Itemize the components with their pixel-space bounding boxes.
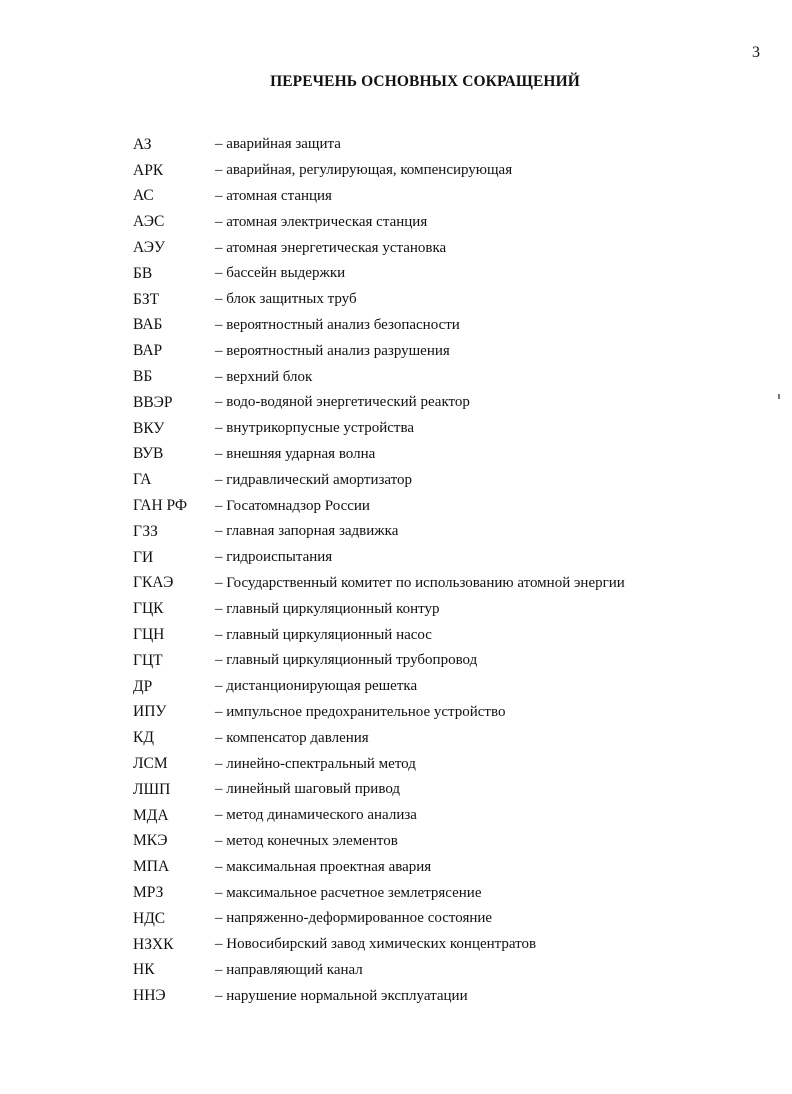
abbreviation-row [133,338,733,364]
abbreviation-term: ЛШП [133,780,171,798]
abbreviation-row [133,803,733,829]
abbreviation-definition: – Государственный комитет по использованию атомной энергии [215,574,625,591]
abbreviation-row [133,880,733,906]
abbreviation-definition: – метод конечных элементов [215,832,398,849]
abbreviation-term: ВБ [133,368,153,386]
abbreviation-row [133,158,733,184]
abbreviation-definition: – максимальное расчетное землетрясение [215,884,482,901]
abbreviation-term: ГЗЗ [133,522,158,540]
abbreviation-row [133,261,733,287]
abbreviation-row [133,442,733,468]
abbreviation-definition: – компенсатор давления [215,729,369,746]
abbreviation-term: КД [133,729,154,747]
abbreviation-definition: – водо-водяной энергетический реактор [215,394,470,411]
abbreviation-row [133,209,733,235]
abbreviation-term: ВАБ [133,316,163,334]
abbreviation-row [133,287,733,313]
abbreviation-definition: – напряженно-деформированное состояние [215,910,493,927]
abbreviation-row [133,416,733,442]
abbreviation-term: НК [133,961,155,979]
abbreviation-row [133,493,733,519]
abbreviation-definition: – гидроиспытания [215,549,333,566]
abbreviation-definition: – аварийная защита [215,136,341,153]
abbreviation-term: МКЭ [133,832,168,850]
page-number: 3 [752,44,760,61]
abbreviation-term: ВКУ [133,419,165,437]
abbreviation-definition: – главный циркуляционный трубопровод [215,652,478,669]
abbreviation-row [133,648,733,674]
abbreviation-row [133,571,733,597]
abbreviation-row [133,390,733,416]
abbreviation-definition: – вероятностный анализ безопасности [215,316,460,333]
abbreviation-row [133,235,733,261]
abbreviation-term: ГИ [133,548,154,566]
abbreviation-row [133,700,733,726]
abbreviation-term: АЗ [133,135,152,153]
abbreviation-term: ДР [133,677,153,695]
abbreviation-row [133,674,733,700]
abbreviation-row [133,725,733,751]
abbreviation-definition: – атомная станция [215,187,332,204]
abbreviation-term: НДС [133,909,166,927]
abbreviation-definition: – верхний блок [215,368,313,385]
abbreviation-row [133,983,733,1009]
abbreviation-definition: – линейно-спектральный метод [215,755,416,772]
abbreviation-definition: – импульсное предохранительное устройство [215,703,506,720]
abbreviation-term: ГА [133,471,152,489]
abbreviation-definition: – нарушение нормальной эксплуатации [215,987,468,1004]
abbreviation-definition: – вероятностный анализ разрушения [215,342,450,359]
abbreviation-row [133,906,733,932]
abbreviation-term: ГАН РФ [133,497,188,515]
abbreviation-definition: – блок защитных труб [215,291,357,308]
abbreviation-definition: – метод динамического анализа [215,807,417,824]
abbreviation-row [133,854,733,880]
abbreviation-term: ВВЭР [133,393,173,411]
page-title: ПЕРЕЧЕНЬ ОСНОВНЫХ СОКРАЩЕНИЙ [270,73,580,90]
abbreviation-term: НЗХК [133,935,174,953]
abbreviation-term: ННЭ [133,987,166,1005]
abbreviation-term: БВ [133,264,153,282]
abbreviation-row [133,777,733,803]
abbreviation-definition: – гидравлический амортизатор [215,471,413,488]
abbreviation-row [133,132,733,158]
abbreviation-definition: – Новосибирский завод химических концентратов [215,936,537,953]
abbreviation-term: БЗТ [133,290,160,308]
abbreviation-list [133,132,733,1009]
abbreviation-term: ИПУ [133,703,167,721]
abbreviation-term: МДА [133,806,169,824]
abbreviation-definition: – дистанционирующая решетка [215,678,418,695]
abbreviation-term: ВАР [133,342,163,360]
abbreviation-row [133,184,733,210]
abbreviation-term: ГЦК [133,600,164,618]
abbreviation-row [133,364,733,390]
abbreviation-definition: – бассейн выдержки [215,265,346,282]
abbreviation-term: МРЗ [133,884,164,901]
abbreviation-definition: – внутрикорпусные устройства [215,420,415,437]
abbreviation-term: ГКАЭ [133,574,174,592]
abbreviation-definition: – внешняя ударная волна [215,445,376,462]
abbreviation-term: МПА [133,858,170,876]
abbreviation-term: АС [133,187,154,205]
abbreviation-row [133,622,733,648]
abbreviation-term: ЛСМ [133,755,168,773]
abbreviation-definition: – максимальная проектная авария [215,858,432,875]
abbreviation-definition: – направляющий канал [215,961,363,978]
abbreviation-definition: – атомная электрическая станция [215,213,428,230]
abbreviation-row [133,932,733,958]
abbreviation-definition: – атомная энергетическая установка [215,239,447,256]
abbreviation-definition: – главная запорная задвижка [215,523,399,540]
abbreviation-term: АЭС [133,213,165,231]
abbreviation-row [133,596,733,622]
abbreviation-row [133,467,733,493]
abbreviation-row [133,751,733,777]
abbreviation-definition: – аварийная, регулирующая, компенсирующая [215,162,513,179]
margin-mark [778,394,780,399]
abbreviation-row [133,313,733,339]
abbreviation-definition: – главный циркуляционный контур [215,600,440,617]
abbreviation-definition: – линейный шаговый привод [215,781,401,798]
abbreviation-term: АЭУ [133,239,166,257]
abbreviation-row [133,958,733,984]
abbreviation-row [133,545,733,571]
abbreviation-definition: – главный циркуляционный насос [215,626,432,643]
abbreviation-row [133,519,733,545]
abbreviation-term: ВУВ [133,445,164,463]
abbreviation-row [133,829,733,855]
abbreviation-term: ГЦТ [133,651,163,669]
abbreviation-term: ГЦН [133,626,165,644]
abbreviation-definition: – Госатомнадзор России [215,497,370,514]
abbreviation-term: АРК [133,161,164,179]
